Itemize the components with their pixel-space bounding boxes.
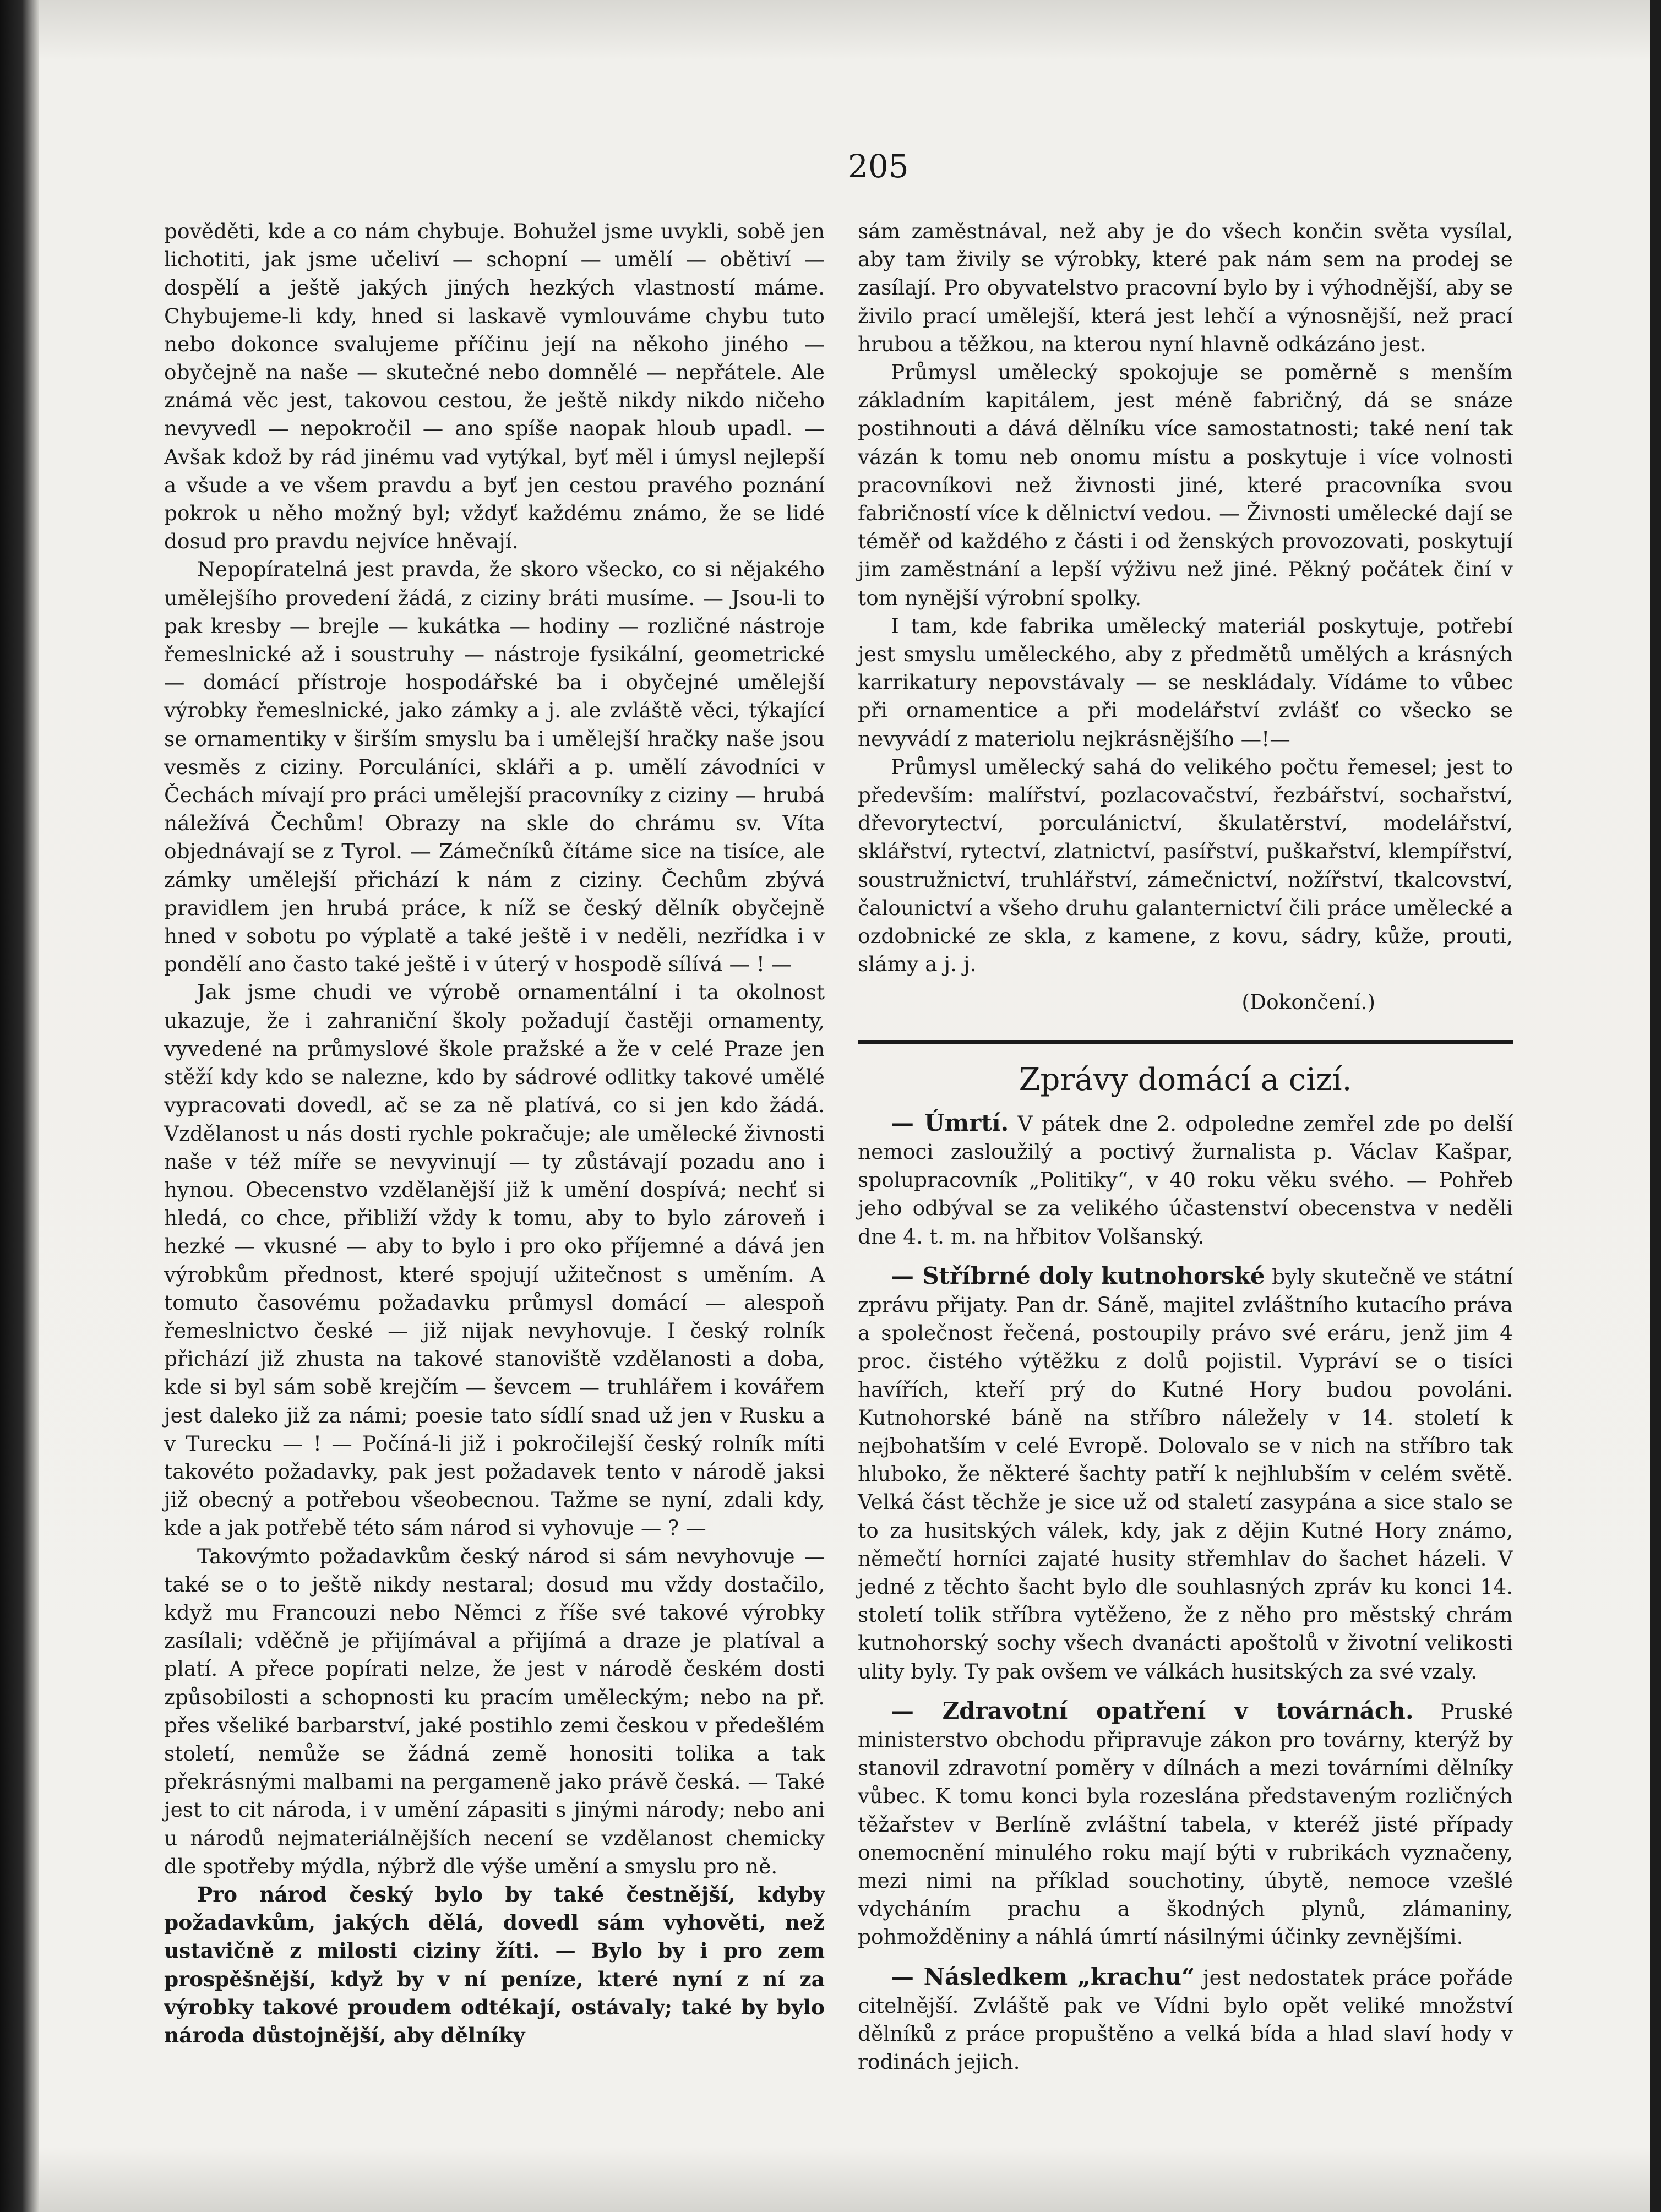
- paragraph: Takovýmto požadavkům český národ si sám nevyhovuje — také se o to ještě nikdy nestaral; dosud mu vždy dostačilo, když mu Francouzi nebo Němci z říše své takové výrobky zasílali; vděčně je přijímával a přijímá a draze je platíval a platí. A přece popírati nelze, že jest v národě českém dosti způsobilosti a schopnosti ku pracím uměleckým; nebo na př. přes všeliké barbarství, jaké postihlo zemi českou v předešlém století, nemůže se žádná země honositi tolika a tak překrásnými malbami na pergameně jako právě česká. — Také jest to cit národa, i v umění zápasiti s jinými národy; nebo ani u národů nejmateriálnějších necení se vzdělanost chemicky dle spotřeby mýdla, nýbrž dle výše umění a smyslu pro ně.: [164, 1544, 825, 1878]
- paragraph: Nepopíratelná jest pravda, že skoro všecko, co si nějakého umělejšího provedení žádá, z ciziny bráti musíme. — Jsou-li to pak kresby — brejle — kukátka — hodiny — rozličné nástroje řemeslnické až i soustruhy — nástroje fysikální, geometrické — domácí přístroje hospodářské ba i obyčejné umělejší výrobky řemeslnické, jako zámky a j. ale zvláště věci, týkající se ornamentiky v širším smyslu ba i umělejší hračky naše jsou vesměs z ciziny. Porculáníci, skláři a p. umělí závodníci v Čechách mívají pro práci umělejší pracovníky z ciziny — hrubá náležívá Čechům! Obrazy na skle do chrámu sv. Víta objednávají se z Tyrol. — Zámečníků čítáme sice na tisíce, ale zámky umělejší přichází k nám z ciziny. Čechům zbývá pravidlem jen hrubá práce, k níž se český dělník obyčejně hned v sobotu po výplatě a také ještě i v neděli, nezřídka i v pondělí ano často také ještě i v úterý v hospodě sílívá — ! —: [164, 557, 825, 977]
- continued-note: (Dokončení.): [1241, 990, 1375, 1015]
- news-item: [858, 1262, 1513, 1686]
- paragraph: sám zaměstnával, než aby je do všech končin světa vysílal, aby tam živily se výrobky, které pak nám sem na prodej se zasílají. Pro obyvatelstvo pracovní bylo by i výhodnější, aby se živilo prací umělejší, která jest lehčí a výnosnější, než prací hrubou a těžkou, na kterou nyní hlavně odkázáno jest.: [858, 219, 1513, 356]
- news-item-text: Pruské ministerstvo obchodu připravuje zákon pro továrny, kterýž by stanovil zdravotní poměry v dílnách a mezi továrními dělníky vůbec. K tomu konci byla rozeslána představeným rozličných těžařstev v Berlíně zvláštní tabela, v kteréž jisté případy onemocnění minulého roku mají býti v rubrikách vyznačeny, mezi nimi na příklad souchotiny, úbytě, nemoce vzešlé vdycháním prachu a škodných plynů, zlámaniny, pohmožděniny a náhlá úmrtí násilnými účinky zevnějšími.: [858, 1699, 1513, 1949]
- news-item-title: — Zdravotní opatření v továrnách.: [891, 1697, 1414, 1724]
- news-item-text: byly skutečně ve státní zprávu přijaty. Pan dr. Sáně, majitel zvláštního kutacího práva a společnost řečená, postoupily právo své eráru, jenž jim 4 proc. čistého výtěžku z dolů pojistil. Vypráví se o tisíci havířích, kteří prý do Kutné Hory budou povoláni. Kutnohorské báně na stříbro náležely v 14. století k nejbohatším v celé Evropě. Dolovalo se v nich na stříbro tak hluboko, že některé šachty patří k nejhlubším v celém světě. Velká část těchže je sice už od staletí zasypána a sice stalo se to za husitských válek, kdy, jak z dějin Kutné Hory známo, němečtí horníci zajaté husity střemhlav do šachet házeli. V jedné z těchto šacht bylo dle souhlasných zpráv ku konci 14. století tolik stříbra vytěženo, že z něho pro městský chrám kutnohorský sochy všech dvanácti apoštolů v životní velikosti ulity byly. Ty pak ovšem ve válkách husitských za své vzaly.: [858, 1264, 1513, 1683]
- left-column: [164, 217, 825, 2050]
- news-item: [858, 1697, 1513, 1952]
- news-item-text: jest nedostatek práce pořáde citelnější. Zvláště pak ve Vídni bylo opět veliké množství dělníků z práce propuštěno a velká bída a hlad slaví hody v rodinách jejich.: [858, 1965, 1513, 2074]
- paragraph: Průmysl umělecký sahá do velikého počtu řemesel; jest to především: malířství, pozlacovačství, řezbářství, sochařství, dřevorytectví, porculánictví, škulatěrství, modelářství, sklářství, rytectví, zlatnictví, pasířství, puškařství, klempířství, soustružnictví, truhlářství, zámečnictví, nožířství, tkalcovství, čalounictví a všeho druhu galanternictví čili práce umělecké a ozdobnické ze skla, z kamene, z kovu, sádry, kůže, prouti, slámy a j. j.: [858, 754, 1513, 977]
- spacer: [858, 1251, 1513, 1262]
- spacer: [858, 1686, 1513, 1697]
- paragraph: Jak jsme chudi ve výrobě ornamentální i ta okolnost ukazuje, že i zahraniční školy požadují častěji ornamenty, vyvedené na průmyslové škole pražské a že v celé Praze jen stěží kdy kdo se nalezne, kdo by sádrové odlitky takové umělé vypracovati dovedl, ač se za ně platívá, co si jen kdo žádá. Vzdělanost u nás dosti rychle pokračuje; ale umělecké živnosti naše v též míře se nevyvinují — ty zůstávají pozadu ano i hynou. Obecenstvo vzdělanější již k umění dospívá; nechť si hledá, co chce, přibliží vždy k tomu, aby to bylo zároveň i hezké — vkusné — aby to bylo i pro oko příjemné a dává jen výrobkům přednost, které spojují užitečnost s uměním. A tomuto časovému požadavku průmysl domácí — alespoň řemeslnictvo české — již nijak nevyhovuje. I český rolník přichází již zhusta na takové stanoviště vzdělanosti a doba, kde si byl sám sobě krejčím — ševcem — truhlářem i kovářem jest daleko již za námi; poesie tato sídlí snad už jen v Rusku a v Turecku — ! — Počíná-li již i pokročilejší český rolník míti takovéto požadavky, pak jest požadavek tento v národě jaksi již obecný a potřebou všeobecnou. Tažme se nyní, zdali kdy, kde a jak potřebě této sám národ si vyhovuje — ? —: [164, 980, 825, 1540]
- right-column: [858, 217, 1513, 2076]
- paragraph: I tam, kde fabrika umělecký materiál poskytuje, potřebí jest smyslu uměleckého, aby z předmětů umělých a krásných karrikatury nepovstávaly — se neskládaly. Vídáme to vůbec při ornamentice a při modelářství zvlášť co všecko se nevyvádí z materiolu nejkrásnějšího —!—: [858, 613, 1513, 751]
- scan-edge-left: [0, 0, 39, 2212]
- news-item-title: — Stříbrné doly kutnohorské: [891, 1262, 1265, 1289]
- news-item: [858, 1109, 1513, 1251]
- paragraph: Pro národ český bylo by také čestnější, kdyby požadavkům, jakých dělá, dovedl sám vyhověti, než ustavičně z milosti ciziny žíti. — Bylo by i pro zem prospěšnější, když by v ní peníze, které nyní z ní za výrobky takové proudem odtékají, ostávaly; také by bylo národa důstojnější, aby dělníky: [164, 1882, 825, 2047]
- paragraph: Průmysl umělecký spokojuje se poměrně s menším základním kapitálem, jest méně fabričný, dá se snáze postihnouti a dává dělníku více samostatnosti; také není tak vázán k tomu neb onomu místu a poskytuje i více volnosti pracovníkovi než živnosti jiné, které pracovníka svou fabričností více k dělnictví vedou. — Živnosti umělecké dají se téměř od každého z části i od ženských provozovati, poskytují jim zaměstnání a lepší výživu než jiné. Pěkný počátek činí v tom nynější výrobní spolky.: [858, 360, 1513, 610]
- section-divider: [858, 1040, 1513, 1044]
- scan-edge-right: [1650, 0, 1661, 2212]
- news-item-title: — Následkem „krachu“: [891, 1963, 1195, 1990]
- news-section-title: Zprávy domácí a cizí.: [1019, 1061, 1352, 1098]
- news-item: [858, 1963, 1513, 2077]
- page-number: 205: [848, 148, 909, 185]
- spacer: [858, 1952, 1513, 1963]
- paragraph: pověděti, kde a co nám chybuje. Bohužel jsme uvykli, sobě jen lichotiti, jak jsme učeliví — schopní — umělí — obětiví — dospělí a ještě jakých jiných hezkých vlastností máme. Chybujeme-li kdy, hned si laskavě vymlouváme chybu tuto nebo dokonce svalujeme příčinu její na někoho jiného — obyčejně na naše — skutečné nebo domnělé — nepřátele. Ale známá věc jest, takovou cestou, že ještě nikdy nikdo ničeho nevyvedl — nepokročil — ano spíše naopak hloub upadl. — Avšak kdož by rád jinému vad vytýkal, byť měl i úmysl nejlepší a všude a ve všem pravdu a byť jen cestou pravého poznání pokrok u něho možný byl; vždyť každému známo, že se lidé dosud pro pravdu nejvíce hněvají.: [164, 219, 825, 554]
- news-item-title: — Úmrtí.: [891, 1109, 1009, 1136]
- news-item-text: V pátek dne 2. odpoledne zemřel zde po delší nemoci zasloužilý a poctivý žurnalista p. Václav Kašpar, spolupracovník „Politiky“, v 40 roku věku svého. — Pohřeb jeho odbýval se za velikého účastenství obecenstva v neděli dne 4. t. m. na hřbitov Volšanský.: [858, 1111, 1513, 1249]
